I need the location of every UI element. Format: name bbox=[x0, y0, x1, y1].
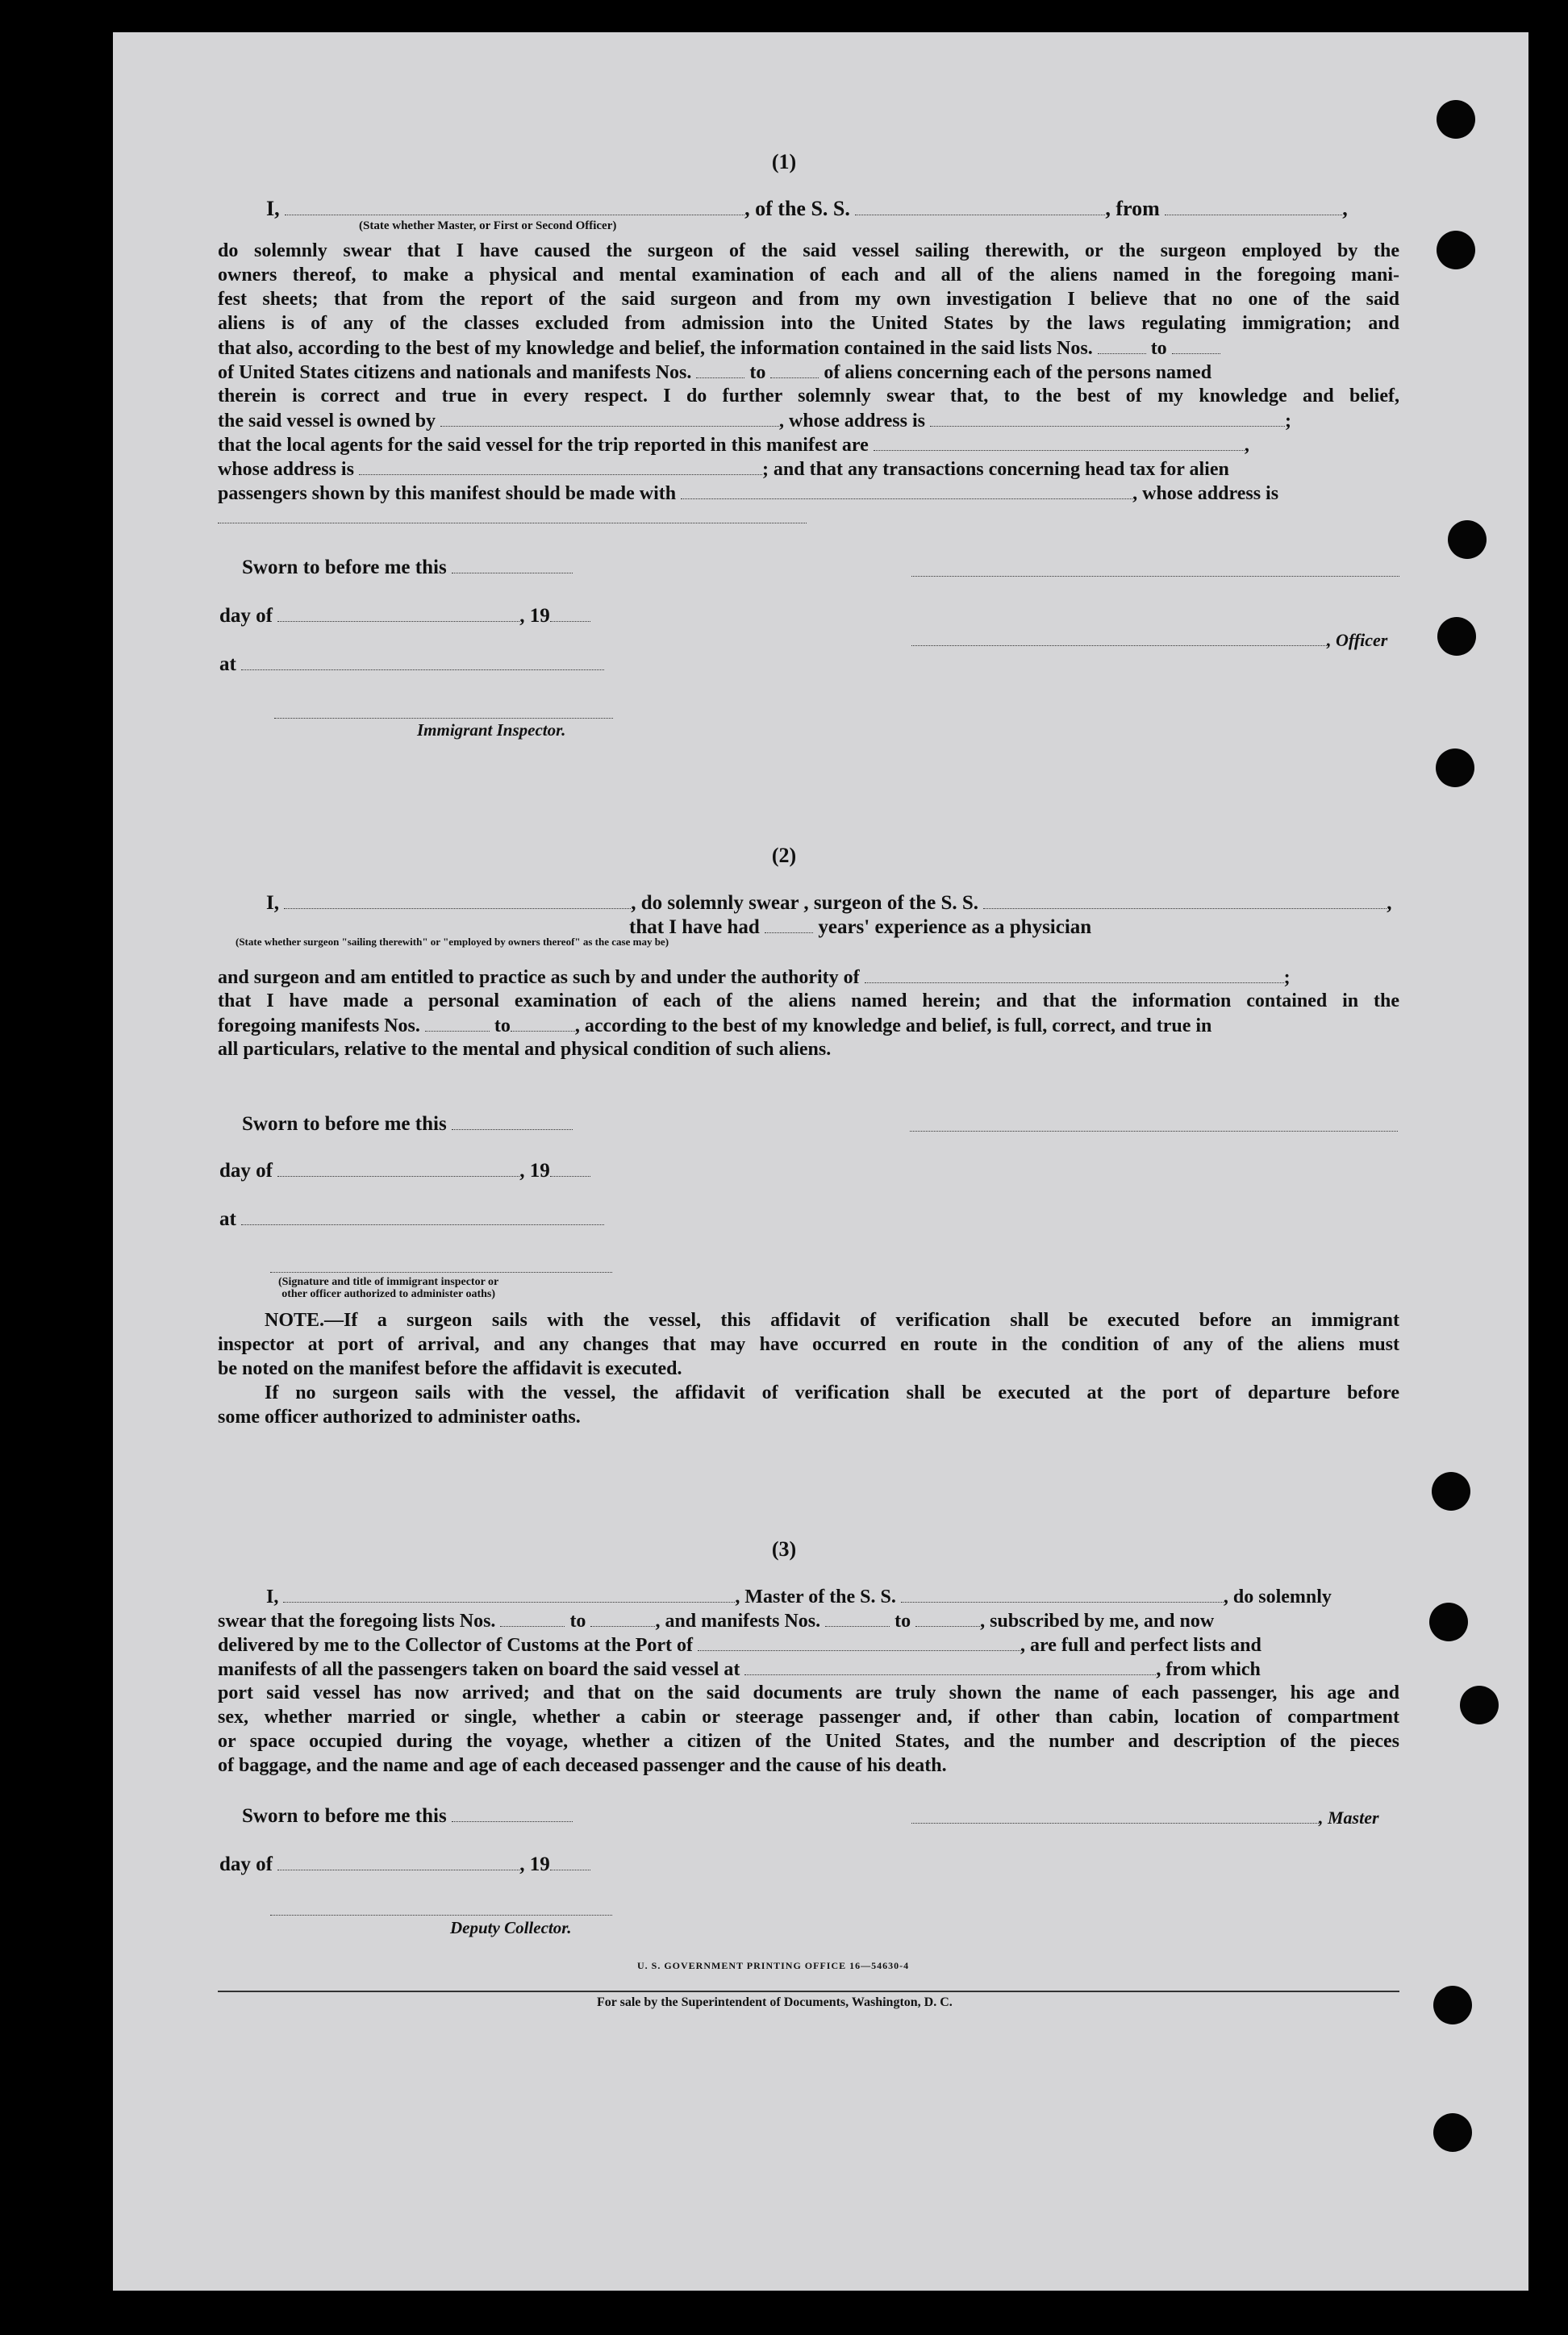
sworn-date-field[interactable] bbox=[452, 1111, 573, 1130]
text: , whose address is bbox=[1132, 483, 1279, 504]
list-from-field[interactable] bbox=[500, 1608, 565, 1627]
sec2-dayof bbox=[219, 1158, 590, 1182]
text: foregoing manifests Nos. bbox=[218, 1015, 420, 1036]
text: , surgeon of the S. S. bbox=[803, 892, 979, 914]
month-field[interactable] bbox=[277, 603, 519, 622]
text: and surgeon and am entitled to practice as such by and under the authority of bbox=[218, 967, 860, 988]
manifest-to-field[interactable] bbox=[915, 1608, 980, 1627]
vessel-name-field[interactable] bbox=[855, 197, 1105, 215]
manifest-no-from-field[interactable] bbox=[696, 360, 744, 378]
text: ; bbox=[1283, 967, 1291, 988]
manifest-from-field[interactable] bbox=[825, 1608, 890, 1627]
officer-rank-field[interactable] bbox=[285, 197, 744, 215]
officer-name-field[interactable] bbox=[911, 628, 1327, 646]
sec1-para-line bbox=[218, 505, 807, 530]
sec2-line2 bbox=[629, 915, 1091, 939]
punch-hole bbox=[1448, 520, 1487, 559]
text: years' experience as a physician bbox=[818, 916, 1092, 938]
footer-rule bbox=[218, 1991, 1399, 1992]
place-field[interactable] bbox=[241, 652, 604, 670]
sec1-para-line: owners thereof, to make a physical and mental examination of each and all of the aliens named in the foregoing mani- bbox=[218, 265, 1399, 286]
years-experience-field[interactable] bbox=[765, 915, 813, 933]
sec1-para-line bbox=[218, 408, 1291, 433]
sec1-of-ss: , of the S. S. bbox=[744, 197, 850, 220]
sec2-para-line: that I have made a personal examination of each of the aliens named herein; and that the information contained in the bbox=[218, 990, 1399, 1011]
agent-address-field[interactable] bbox=[359, 457, 762, 475]
manifest-from-field[interactable] bbox=[425, 1013, 490, 1032]
place-field[interactable] bbox=[241, 1207, 604, 1225]
text: other officer authorized to administer oaths) bbox=[281, 1288, 496, 1300]
text: of United States citizens and nationals and manifests Nos. bbox=[218, 362, 692, 383]
sec3-line bbox=[218, 1608, 1214, 1633]
punch-hole bbox=[1437, 617, 1476, 656]
text: that the local agents for the said vessel for the trip reported in this manifest are bbox=[218, 435, 869, 456]
text: , and manifests Nos. bbox=[655, 1611, 821, 1632]
deputy-signature-line[interactable] bbox=[270, 1913, 612, 1916]
sec2-at bbox=[219, 1207, 604, 1231]
list-no-to-field[interactable] bbox=[1172, 336, 1220, 354]
sec2-sig-caption bbox=[278, 1276, 498, 1300]
gpo-imprint: U. S. GOVERNMENT PRINTING OFFICE 16—54630-4 bbox=[637, 1960, 910, 1971]
comma: , bbox=[1342, 197, 1348, 220]
text: I, bbox=[266, 892, 279, 914]
punch-hole bbox=[1433, 2113, 1472, 2152]
section-2-number: (2) bbox=[771, 844, 797, 867]
text: Sworn to before me this bbox=[242, 1805, 447, 1827]
sec2-para-line bbox=[218, 1013, 1211, 1038]
surgeon-status-field[interactable] bbox=[284, 890, 631, 909]
list-to-field[interactable] bbox=[590, 1608, 655, 1627]
sec3-vessel-field[interactable] bbox=[901, 1584, 1224, 1603]
master-caption: , Master bbox=[1319, 1808, 1379, 1828]
origin-port-field[interactable] bbox=[1165, 197, 1342, 215]
text: that also, according to the best of my knowledge and belief, the information contained in the said lists Nos. bbox=[218, 338, 1093, 359]
text: , subscribed by me, and now bbox=[980, 1611, 1215, 1632]
officer-signature-line[interactable] bbox=[911, 574, 1399, 577]
text: of aliens concerning each of the persons named bbox=[824, 362, 1212, 383]
surgeon-signature-line[interactable] bbox=[910, 1129, 1398, 1132]
text: —If a surgeon sails with the vessel, this affidavit of verification shall be executed before an immigrant bbox=[324, 1310, 1399, 1331]
sec2-sworn bbox=[242, 1111, 573, 1136]
sec1-from: , from bbox=[1105, 197, 1160, 220]
year-field[interactable] bbox=[550, 1852, 590, 1870]
sec1-line1 bbox=[266, 197, 1348, 221]
text: , 19 bbox=[519, 605, 550, 627]
section-1-number: (1) bbox=[771, 150, 797, 173]
sec1-para-line bbox=[218, 336, 1220, 361]
embark-port-field[interactable] bbox=[744, 1657, 1156, 1675]
punch-hole bbox=[1429, 1603, 1468, 1641]
sec1-sworn bbox=[242, 555, 573, 579]
punch-hole bbox=[1437, 231, 1475, 269]
text: , 19 bbox=[519, 1853, 550, 1875]
owner-address-field[interactable] bbox=[930, 408, 1285, 427]
sworn-date-field[interactable] bbox=[452, 555, 573, 573]
sec1-officer-line bbox=[911, 628, 1387, 652]
local-agents-field[interactable] bbox=[874, 432, 1245, 451]
section-3-number: (3) bbox=[771, 1537, 797, 1561]
port-field[interactable] bbox=[698, 1632, 1020, 1651]
text: , bbox=[1387, 892, 1392, 914]
text: to bbox=[1150, 338, 1167, 359]
sec1-para-line bbox=[218, 457, 1229, 482]
master-name-field[interactable] bbox=[283, 1584, 735, 1603]
text: swear that the foregoing lists Nos. bbox=[218, 1611, 496, 1632]
punch-hole bbox=[1436, 748, 1474, 787]
sec3-line: port said vessel has now arrived; and that on the said documents are truly shown the name of each passenger, his age and bbox=[218, 1682, 1399, 1703]
sec1-para-line: aliens is of any of the classes excluded from admission into the United States by the laws regulating immigration; and bbox=[218, 313, 1399, 334]
text: day of bbox=[219, 605, 273, 627]
text: to bbox=[569, 1611, 586, 1632]
sec1-para-line: therein is correct and true in every respect. I do further solemnly swear that, to the best of my knowledge and belief, bbox=[218, 386, 1399, 407]
sec3-line bbox=[218, 1657, 1261, 1682]
text: at bbox=[219, 1208, 236, 1230]
text: Sworn to before me this bbox=[242, 557, 447, 578]
sec3-master-line bbox=[911, 1805, 1379, 1829]
head-tax-contact-field[interactable] bbox=[681, 481, 1132, 499]
list-no-from-field[interactable] bbox=[1098, 336, 1146, 354]
text: to bbox=[494, 1015, 511, 1036]
year-field[interactable] bbox=[550, 1158, 590, 1177]
sec1-para-line bbox=[218, 432, 1249, 457]
sec1-para-line: do solemnly swear that I have caused the surgeon of the said vessel sailing therewith, or the surgeon employed by the bbox=[218, 240, 1399, 261]
sec2-status-note: (State whether surgeon "sailing therewith" or "employed by owners thereof" as the case may be) bbox=[236, 936, 669, 948]
text: Sworn to before me this bbox=[242, 1113, 447, 1135]
deputy-caption: Deputy Collector. bbox=[450, 1918, 572, 1937]
text: delivered by me to the Collector of Customs at the Port of bbox=[218, 1635, 693, 1656]
note-line bbox=[265, 1308, 1399, 1332]
head-tax-address-field[interactable] bbox=[218, 505, 807, 523]
sec2-para-line bbox=[218, 965, 1291, 990]
punch-hole bbox=[1432, 1472, 1470, 1511]
text: , Master of the S. S. bbox=[735, 1587, 896, 1607]
sec2-para-line: all particulars, relative to the mental and physical condition of such aliens. bbox=[218, 1039, 832, 1060]
sec3-line bbox=[218, 1632, 1261, 1657]
text: , are full and perfect lists and bbox=[1020, 1635, 1261, 1656]
month-field[interactable] bbox=[277, 1158, 519, 1177]
text: day of bbox=[219, 1160, 273, 1182]
inspector-signature-line[interactable] bbox=[274, 716, 613, 719]
sec1-para-line bbox=[218, 360, 1211, 385]
sec2-line1 bbox=[266, 890, 1392, 915]
sec1-para-line bbox=[218, 481, 1278, 506]
text: , do solemnly bbox=[1223, 1587, 1332, 1607]
sec3-dayof bbox=[219, 1852, 590, 1876]
sec3-line bbox=[266, 1584, 1332, 1609]
text: manifests of all the passengers taken on board the said vessel at bbox=[218, 1659, 740, 1680]
text: , according to the best of my knowledge and belief, is full, correct, and true in bbox=[574, 1015, 1212, 1036]
text: to bbox=[895, 1611, 911, 1632]
note-line: inspector at port of arrival, and any changes that may have occurred en route in the condition of any of the aliens must bbox=[218, 1334, 1399, 1355]
text: whose address is bbox=[218, 459, 354, 480]
sec1-I: I, bbox=[266, 197, 280, 220]
sec3-line: sex, whether married or single, whether a cabin or steerage passenger and, if other than cabin, location of compartment bbox=[218, 1707, 1399, 1728]
text: ; bbox=[1284, 411, 1291, 432]
text: at bbox=[219, 653, 236, 675]
owner-field[interactable] bbox=[440, 408, 779, 427]
sec1-rank-note: (State whether Master, or First or Second Officer) bbox=[359, 219, 617, 232]
punch-hole bbox=[1437, 100, 1475, 139]
sec3-sworn bbox=[242, 1803, 573, 1828]
manifest-to-field[interactable] bbox=[511, 1013, 575, 1032]
manifest-no-to-field[interactable] bbox=[770, 360, 819, 378]
sec1-at bbox=[219, 652, 604, 676]
note-line: some officer authorized to administer oaths. bbox=[218, 1407, 581, 1428]
text: (Signature and title of immigrant inspector or bbox=[278, 1276, 499, 1288]
note-label: NOTE. bbox=[265, 1310, 325, 1331]
punch-hole bbox=[1460, 1686, 1499, 1724]
text: ; and that any transactions concerning head tax for alien bbox=[761, 459, 1229, 480]
sec1-dayof bbox=[219, 603, 590, 628]
text: to bbox=[749, 362, 766, 383]
text: , 19 bbox=[519, 1160, 550, 1182]
note-line: be noted on the manifest before the affidavit is executed. bbox=[218, 1358, 682, 1379]
text: , whose address is bbox=[779, 411, 925, 432]
year-field[interactable] bbox=[550, 603, 590, 622]
sworn-date-field[interactable] bbox=[452, 1803, 573, 1822]
month-field[interactable] bbox=[277, 1852, 519, 1870]
officer-caption: , Officer bbox=[1327, 630, 1388, 650]
note-line: If no surgeon sails with the vessel, the affidavit of verification shall be executed at the port of departure before bbox=[265, 1382, 1399, 1403]
text: , do solemnly swear bbox=[631, 892, 799, 914]
authority-field[interactable] bbox=[865, 965, 1284, 983]
inspector-caption: Immigrant Inspector. bbox=[417, 720, 566, 740]
master-signature-line[interactable] bbox=[911, 1805, 1319, 1824]
text: , from which bbox=[1156, 1659, 1261, 1680]
punch-hole bbox=[1433, 1986, 1472, 2024]
text: day of bbox=[219, 1853, 273, 1875]
text: I, bbox=[266, 1587, 279, 1607]
sec3-line: or space occupied during the voyage, whether a citizen of the United States, and the number and description of the pieces bbox=[218, 1731, 1399, 1752]
text: , bbox=[1244, 435, 1249, 456]
sec1-para-line: fest sheets; that from the report of the said surgeon and from my own investigation I believe that no one of the said bbox=[218, 289, 1399, 310]
text: that I have had bbox=[629, 916, 760, 938]
sale-notice: For sale by the Superintendent of Documents, Washington, D. C. bbox=[597, 1995, 953, 2009]
text: the said vessel is owned by bbox=[218, 411, 436, 432]
sec2-vessel-field[interactable] bbox=[983, 890, 1387, 909]
inspector-signature-line[interactable] bbox=[270, 1270, 612, 1273]
text: passengers shown by this manifest should be made with bbox=[218, 483, 677, 504]
sec3-line: of baggage, and the name and age of each deceased passenger and the cause of his death. bbox=[218, 1755, 947, 1776]
